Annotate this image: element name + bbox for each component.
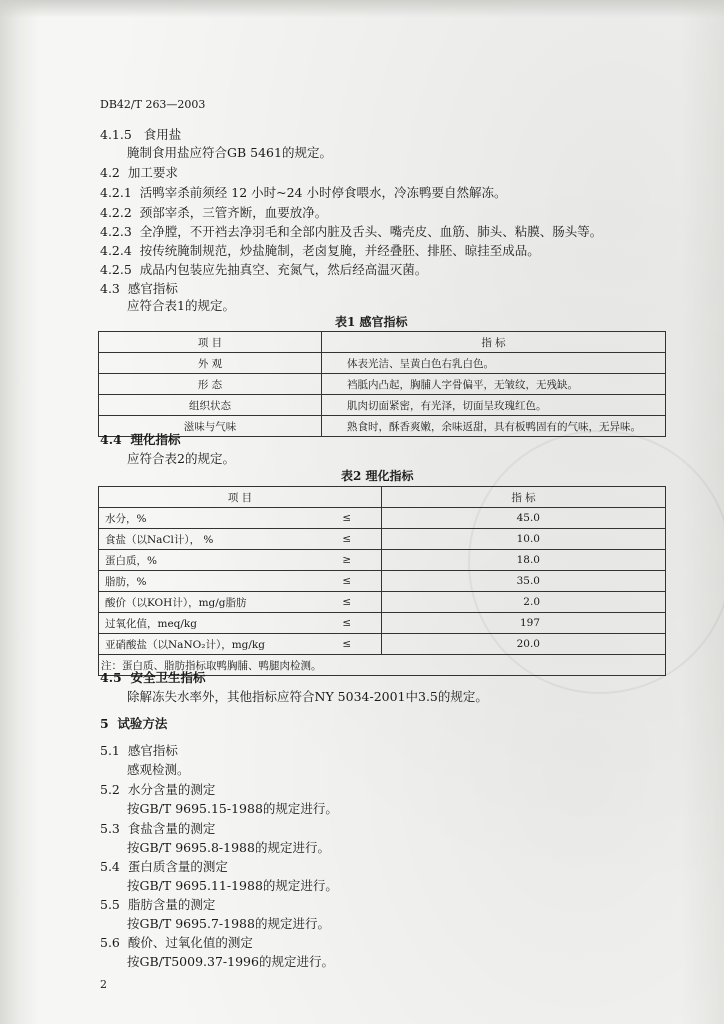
page-number: 2 — [100, 978, 107, 991]
section-4-1-5-heading: 4.1.5 食用盐 — [100, 127, 182, 142]
section-4-2-4: 4.2.4 按传统腌制规范，炒盐腌制，老卤复腌，并经叠胚、排胚、晾挂至成品。 — [100, 243, 540, 258]
table-row — [99, 529, 666, 550]
table2-cell-value: 2.0 — [382, 592, 666, 613]
section-5-2-heading: 5.2 水分含量的测定 — [100, 782, 216, 797]
table1-sensory-indicators — [98, 331, 666, 437]
table1-cell-item: 滋味与气味 — [99, 416, 322, 437]
section-4-2-1: 4.2.1 活鸭宰杀前须经 12 小时~24 小时停食喂水，冷冻鸭要自然解冻。 — [100, 185, 507, 200]
table2-physicochemical-indicators — [98, 486, 666, 676]
table1-header-row — [99, 332, 666, 353]
table1-cell-item: 组织状态 — [99, 395, 322, 416]
section-5-2-text: 按GB/T 9695.15-1988的规定进行。 — [127, 801, 338, 816]
table2-cell-operator: ≥ — [313, 550, 382, 571]
table-row — [99, 508, 666, 529]
table2-cell-item: 脂肪，% — [99, 571, 313, 592]
table2-cell-item: 蛋白质，% — [99, 550, 313, 571]
section-4-5-heading: 4.5 安全卫生指标 — [100, 670, 206, 685]
section-4-4-heading: 4.4 理化指标 — [100, 432, 181, 447]
table2-header-row — [99, 487, 666, 508]
table2-header-item: 项 目 — [99, 487, 382, 508]
section-4-2-5: 4.2.5 成品内包装应先抽真空、充氮气，然后经高温灭菌。 — [100, 262, 428, 277]
section-5-5-heading: 5.5 脂肪含量的测定 — [100, 897, 216, 912]
standard-header: DB42/T 263—2003 — [100, 98, 206, 111]
section-4-3-text: 应符合表1的规定。 — [127, 298, 235, 313]
section-4-2-2: 4.2.2 颈部宰杀，三管齐断，血要放净。 — [100, 205, 328, 220]
table2-cell-operator: ≤ — [313, 571, 382, 592]
table2-cell-value: 10.0 — [382, 529, 666, 550]
section-5-1-heading: 5.1 感官指标 — [100, 743, 178, 758]
table1-header-index: 指 标 — [322, 332, 666, 353]
table2-cell-item: 亚硝酸盐（以NaNO₂计），mg/kg — [99, 634, 313, 655]
table2-cell-operator: ≤ — [313, 529, 382, 550]
table1-cell-index: 裆胝内凸起，胸脯人字骨偏平，无皱纹，无残缺。 — [322, 374, 666, 395]
table-row — [99, 353, 666, 374]
table2-cell-operator: ≤ — [313, 592, 382, 613]
section-4-3-heading: 4.3 感官指标 — [100, 281, 178, 296]
table1-cell-index: 体表光洁、呈黄白色右乳白色。 — [322, 353, 666, 374]
section-5-5-text: 按GB/T 9695.7-1988的规定进行。 — [127, 916, 330, 931]
section-5-6-heading: 5.6 酸价、过氧化值的测定 — [100, 935, 253, 950]
table-row — [99, 571, 666, 592]
table1-header-item: 项 目 — [99, 332, 322, 353]
table1-caption: 表1 感官指标 — [335, 315, 408, 329]
table2-cell-value: 20.0 — [382, 634, 666, 655]
table1-cell-item: 外 观 — [99, 353, 322, 374]
section-4-2-heading: 4.2 加工要求 — [100, 165, 178, 180]
table2-cell-item: 食盐（以NaCl计）， % — [99, 529, 313, 550]
section-4-4-text: 应符合表2的规定。 — [127, 451, 235, 466]
table-row — [99, 550, 666, 571]
table2-cell-item: 酸价（以KOH计），mg/g脂肪 — [99, 592, 313, 613]
table-row — [99, 416, 666, 437]
section-5-4-text: 按GB/T 9695.11-1988的规定进行。 — [127, 878, 338, 893]
table2-cell-operator: ≤ — [313, 508, 382, 529]
table2-cell-item: 水分，% — [99, 508, 313, 529]
section-5-3-heading: 5.3 食盐含量的测定 — [100, 821, 216, 836]
section-4-1-5-text: 腌制食用盐应符合GB 5461的规定。 — [127, 145, 332, 160]
section-4-2-3: 4.2.3 全净膛，不开裆去净羽毛和全部内脏及舌头、嘴壳皮、血筋、肺头、粘膜、肠头等。 — [100, 224, 603, 239]
section-5-4-heading: 5.4 蛋白质含量的测定 — [100, 859, 228, 874]
table-row — [99, 634, 666, 655]
table2-cell-value: 35.0 — [382, 571, 666, 592]
table2-note: 注：蛋白质、脂肪指标取鸭胸脯、鸭腿肉检测。 — [99, 655, 666, 676]
section-5-heading: 5 试验方法 — [100, 716, 168, 731]
table-row — [99, 592, 666, 613]
table-row — [99, 374, 666, 395]
section-5-6-text: 按GB/T5009.37-1996的规定进行。 — [127, 954, 334, 969]
table2-cell-operator: ≤ — [313, 634, 382, 655]
table2-cell-value: 45.0 — [382, 508, 666, 529]
section-5-1-text: 感观检测。 — [127, 762, 190, 777]
table-row — [99, 613, 666, 634]
table1-cell-index: 肌肉切面紧密，有光泽，切面呈玫瑰红色。 — [322, 395, 666, 416]
table2-cell-value: 18.0 — [382, 550, 666, 571]
table2-header-index: 指 标 — [382, 487, 666, 508]
section-4-5-text: 除解冻失水率外，其他指标应符合NY 5034-2001中3.5的规定。 — [127, 689, 488, 704]
table2-cell-value: 197 — [382, 613, 666, 634]
section-5-3-text: 按GB/T 9695.8-1988的规定进行。 — [127, 840, 330, 855]
table1-cell-item: 形 态 — [99, 374, 322, 395]
table-row — [99, 395, 666, 416]
scan-edge-shadow — [0, 0, 724, 18]
table2-cell-operator: ≤ — [313, 613, 382, 634]
table1-cell-index: 熟食时，酥香爽嫩，余味返甜，具有板鸭固有的气味，无异味。 — [322, 416, 666, 437]
table2-caption: 表2 理化指标 — [341, 469, 414, 483]
table2-cell-item: 过氧化值，meq/kg — [99, 613, 313, 634]
